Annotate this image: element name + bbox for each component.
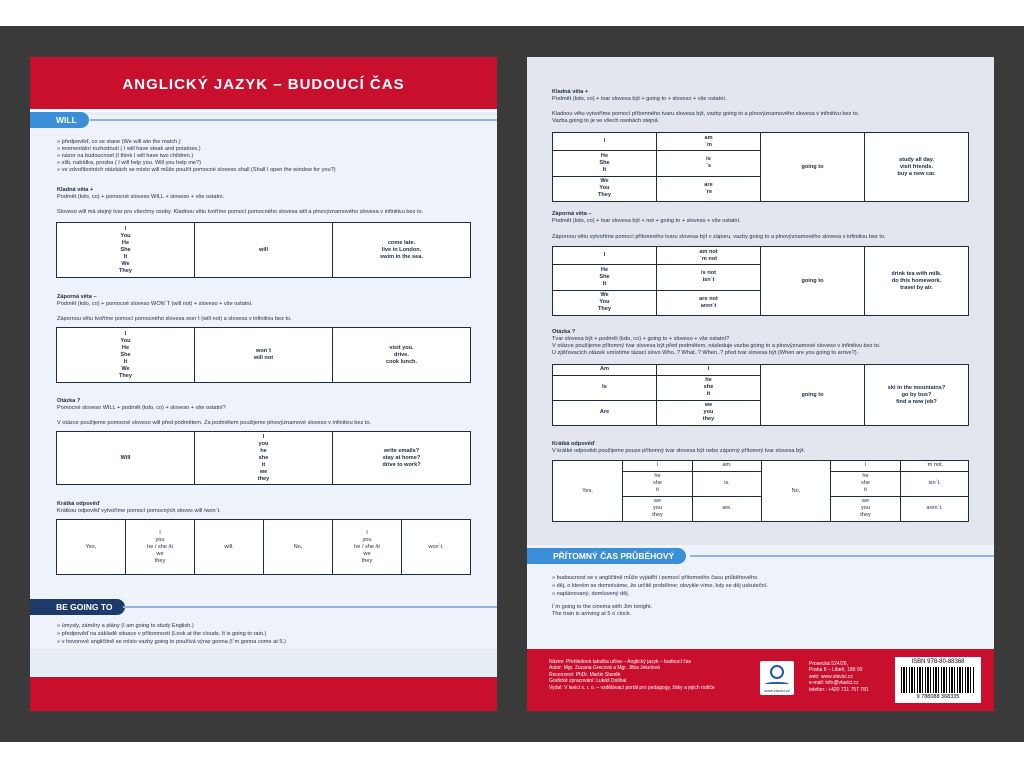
section-heading: Záporná věta – [552,211,592,217]
section-heading: Krátká odpověď [57,501,100,507]
table-cell: am not ´m not [657,247,761,265]
going-bullet: » v hovorové angličtině se místo vazby going to používá výraz gonna (I´m gonna come at 5.) [57,639,286,645]
table-cell: drink tea with milk. do this homework. travel by air. [865,247,969,316]
will-negative-table [56,327,471,383]
will-tag: WILL [30,112,89,128]
footer-contact: Prosecká 524/26, Praha 8 – Libeň, 180 00 web: www.vlavici.cz e-mail: info@vlavici.cz telefon.: +420 721 757 781 [809,661,869,693]
table-cell: are ´re [657,176,761,202]
isbn-text: ISBN 978-80-88368 [911,659,965,665]
logo-text: www.vlavici.cz [764,688,790,693]
table-cell: ´m not. [901,461,969,472]
footer-credits: Název: Přehledová tabulka učiva – Anglický jazyk – budoucí čas Autor: Mgr. Zuzana Grecová a Mgr. Jitka Jekelová Recenzent: PhDr. Martin Staněk Grafické zpracování: Lukáš Dolihal Vydal: V lavici s. r. o. – vzdělávací portál pro pedagogy, žáky a jejich rodiče [549,659,715,691]
table-cell: We You They [553,176,657,202]
barcode-digits: 9 788088 368335 [916,694,960,700]
logo-wave-icon [765,682,789,686]
table-cell: isn´t. [901,471,969,496]
table-cell: I [657,365,761,376]
table-cell: he she it [831,471,901,496]
present-examples: I´m going to the cinema with Jim tonight. The train is arriving at 5 o´clock. [552,604,653,617]
table-cell: Is [553,375,657,400]
table-cell: aren´t. [901,496,969,521]
going-bullet: » předpověď na základě situace v přítomnosti (Look at the clouds. It is going to rain.) [57,631,267,637]
table-cell: I [831,461,901,472]
logo-ring-icon [770,665,784,679]
going-short-answer-table [552,460,969,522]
table-cell: visit you. drive. cook lunch. [333,328,471,383]
barcode-bars-icon [901,667,975,693]
table-cell: He She It [553,151,657,176]
table-cell: he she it [623,471,693,496]
table-cell: am ´m [657,133,761,151]
note: Sloveso will má stejný tvar pro všechny osoby. Kladnou větu tvoříme pomocí pomocného slovesa will a plnovýznamového slovesa v infinitivu bez to. [57,209,424,215]
will-question-table [56,431,471,485]
table-cell: won´t will not [195,328,333,383]
note: Zápornou větu tvoříme pomocí pomocného slovesa won´t (will not) a slovesa v infinitivu bez to. [57,316,292,322]
table-cell: I you he she it we they [195,432,333,485]
table-cell: He She It [553,265,657,290]
sheet-will [30,57,497,711]
table-cell: we you they [623,496,693,521]
table-cell: We You They [553,290,657,316]
section-heading: Kladná věta + [552,89,589,95]
table-cell: I [553,247,657,265]
section-heading: Otázka ? [552,329,576,335]
divider [123,606,497,608]
present-continuous-tag: PŘÍTOMNÝ ČAS PRŮBĚHOVÝ [527,548,686,564]
table-cell: he she it [657,375,761,400]
table-cell: going to [761,247,865,316]
table-cell: am. [693,461,762,472]
table-cell: come late. live in London. swim in the sea. [333,223,471,278]
formula: Podmět (kdo, co) + pomocné sloveso WILL + sloveso + vše ostatní. [57,194,225,200]
formula: Podmět (kdo, co) + tvar slovesa být + not + going to + sloveso + vše ostatní. [552,218,741,224]
note: Krátkou odpověď vytvoříme pomocí pomocných sloves will /won´t. [57,508,221,514]
table-cell: No, [762,461,831,522]
present-bullet: » naplánovaný, domluvený děj. [552,591,630,597]
present-bullet: » děj, o kterém se domníváme, že určitě proběhne; obvykle víme, kdy se děj uskuteční. [552,583,768,589]
going-question-table [552,364,969,426]
title-banner [30,57,497,112]
table-cell: I [623,461,693,472]
section-heading: Otázka ? [57,398,81,404]
bottom-band [30,677,497,711]
vlavici-logo [760,661,794,695]
will-bullet: » názor na budoucnost (I think I will have two children.) [57,153,194,159]
table-cell: I you he / she /it we they [333,520,402,575]
divider [90,119,497,121]
table-cell: are not aren´t [657,290,761,316]
table-cell: going to [761,133,865,202]
formula: Tvar slovesa být + podmět (kdo, co) + going to + sloveso + vše ostatní? [552,336,730,342]
table-cell: is ´s [657,151,761,176]
bottom-strip [0,742,1024,768]
will-bullet: » momentální rozhodnutí ( I will have steak and potatoes.) [57,146,201,152]
going-negative-table [552,246,969,316]
present-bullet: » budoucnost se v angličtině může vyjádřit i pomocí přítomného času průběhového. [552,575,759,581]
table-cell: Am [553,365,657,376]
top-strip [0,0,1024,26]
table-cell: Will [57,432,195,485]
table-cell: we you they [831,496,901,521]
note: V krátké odpovědi použijeme pouze přítomný tvar slovesa být nebo záporný přítomný tvar slovesa být. [552,448,806,454]
table-cell: study all day. visit friends. buy a new car. [865,133,969,202]
table-cell: ski in the mountains? go by bus? find a new job? [865,365,969,426]
isbn-barcode [895,657,981,703]
note: Kladnou větu vytvoříme pomocí přítomného tvaru slovesa být, vazby going to a plnovýznamového slovesa v infinitivu bez to. Vazba going to je ve všech osobách stejná. [552,111,860,124]
table-cell: we you they [657,400,761,425]
table-cell: will. [195,520,264,575]
table-cell: No, [264,520,333,575]
will-positive-table [56,222,471,278]
section-heading: Kladná věta + [57,187,94,193]
table-cell: going to [761,365,865,426]
table-cell: I You He She It We They [57,328,195,383]
section-heading: Záporná věta – [57,294,97,300]
going-positive-table [552,132,969,202]
sheet-going-to [527,57,994,711]
will-short-answer-table [56,519,471,575]
table-cell: is not isn´t [657,265,761,290]
table-cell: Yes, [57,520,126,575]
note: V otázce použijeme pomocné sloveso will před podmětem. Za podmětem použijeme plnovýznamové sloveso v infinitivu bez to. [57,420,372,426]
table-cell: Yes, [553,461,623,522]
table-cell: will [195,223,333,278]
table-cell: won´t. [402,520,471,575]
table-cell: are. [693,496,762,521]
table-cell: I You He She It We They [57,223,195,278]
will-bullet: » slib, nabídka, prosba ( I will help you. Will you help me?) [57,160,201,166]
table-cell: I you he / she /it we they [126,520,195,575]
going-to-tag: BE GOING TO [30,599,125,615]
section-heading: Krátká odpověď [552,441,595,447]
note: Zápornou větu vytvoříme pomocí přítomného tvaru slovesa být v záporu, vazby going to a plnovýznamového slovesa v infinitivu bez to. [552,234,886,240]
table-cell: write emails? stay at home? drive to work? [333,432,471,485]
page-title: ANGLICKÝ JAZYK – BUDOUCÍ ČAS [122,76,405,93]
going-bullet: » úmysly, záměry a plány (I am going to study English.) [57,623,194,629]
will-bullet: » předpověď, co se stane (We will win the match.) [57,139,181,145]
table-cell: I [553,133,657,151]
formula: Pomocné sloveso WILL + podmět (kdo, co) + sloveso + vše ostatní? [57,405,226,411]
divider [690,555,994,557]
will-bullet: » ve zdvořilostních otázkách se místo will může použít pomocné sloveso shall (Shall I open the window for you?) [57,167,336,173]
note: V otázce použijeme přítomný tvar slovesa být před podmětem, následuje vazba going to a plnovýznamové sloveso v infinitivu bez to. U zjišťovacích otázek umístíme tázací slovo Who..? What..? When..? před tvar slovesa být (When are you going to arrive?). [552,343,881,356]
formula: Podmět (kdo, co) + tvar slovesa být + going to + sloveso + vše ostatní. [552,96,727,102]
formula: Podmět (kdo, co) + pomocné sloveso WON´T (will not) + sloveso + vše ostatní. [57,301,253,307]
table-cell: Are [553,400,657,425]
table-cell: is. [693,471,762,496]
